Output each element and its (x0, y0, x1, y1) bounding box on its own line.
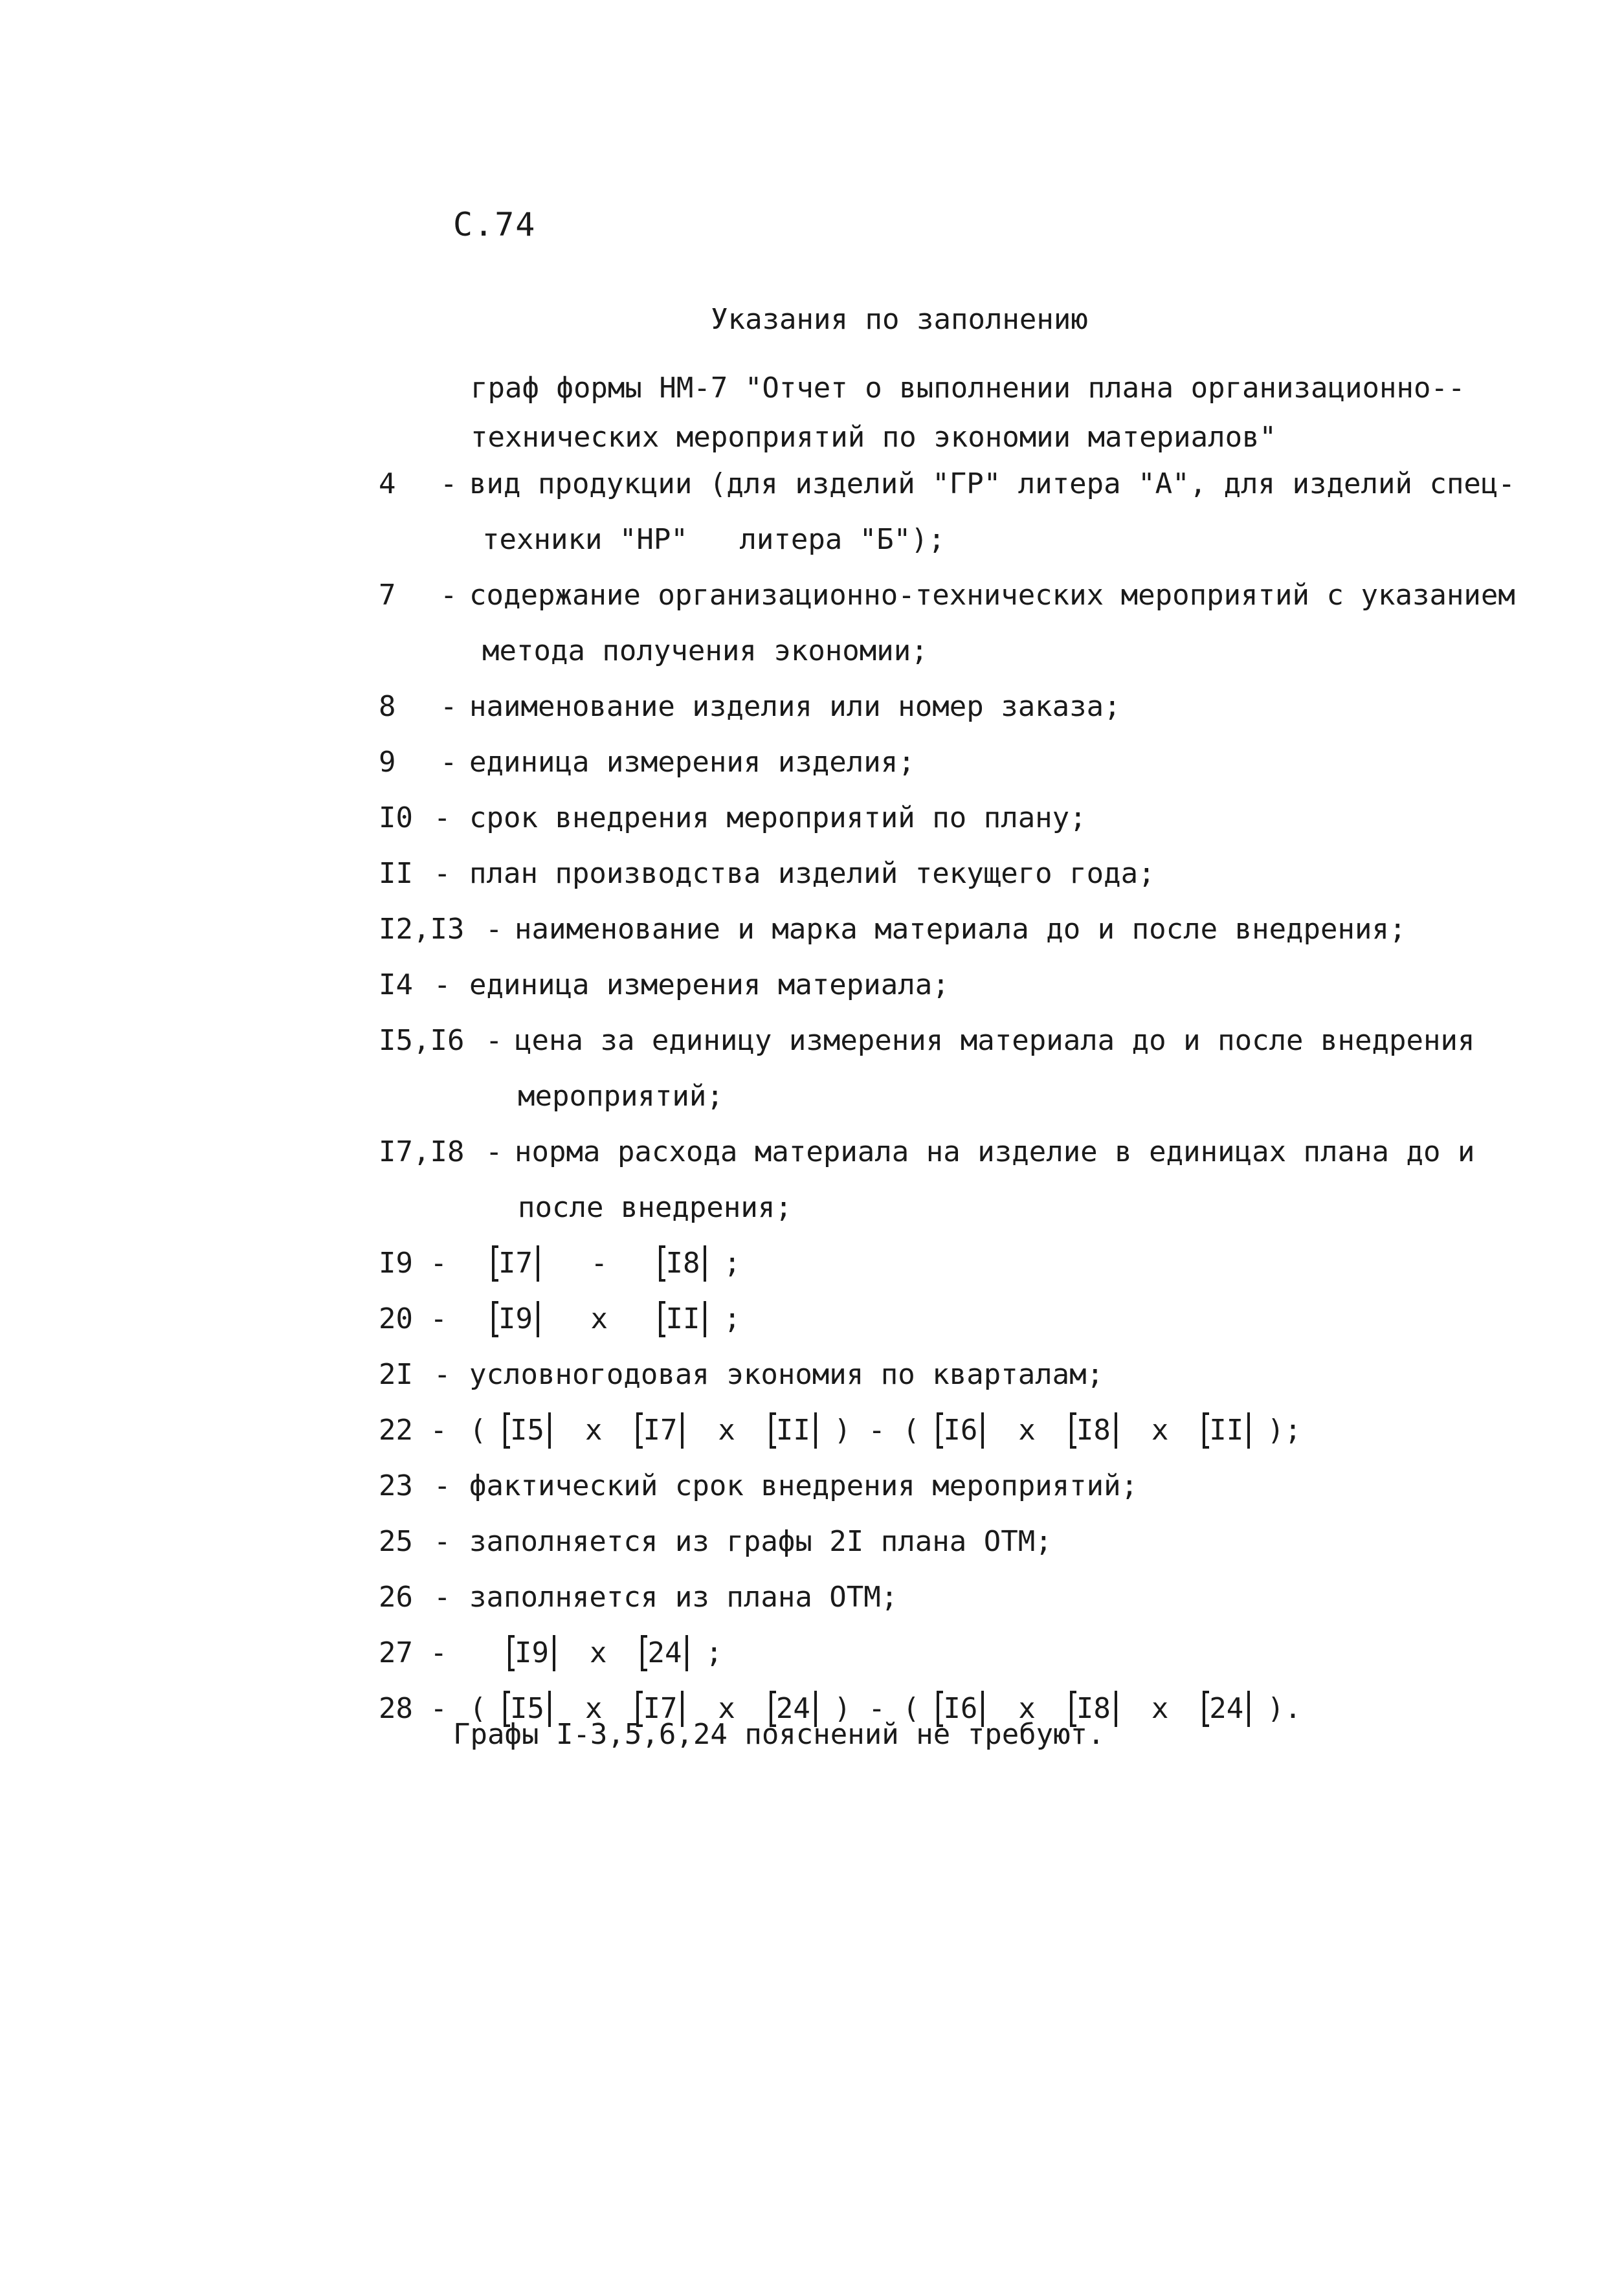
item-text: вид продукции (для изделий "ГР" литера "А", для изделий спец- (469, 467, 1515, 500)
item-number: 23 (379, 1469, 413, 1502)
operator: - (868, 1692, 885, 1725)
item-number: I0 (379, 801, 413, 834)
list-item (379, 1570, 1583, 1625)
item-sep: - (434, 1469, 451, 1502)
item-text: наименование изделия или номер заказа; (469, 690, 1121, 723)
list-item (379, 1347, 1583, 1403)
item-text: условногодовая экономия по кварталам; (469, 1358, 1104, 1391)
item-text: после внедрения; (518, 1191, 792, 1224)
item-text: план производства изделий текущего года; (469, 857, 1155, 890)
column-ref: I6 (937, 1691, 984, 1727)
terminator: ; (723, 1247, 741, 1280)
column-ref: I6 (937, 1412, 984, 1449)
paren: ( (469, 1414, 487, 1447)
column-ref: II (659, 1301, 706, 1337)
column-ref: I5 (504, 1691, 551, 1727)
item-number: 7 (379, 579, 396, 612)
item-text: наименование и марка материала до и после внедрения; (515, 913, 1407, 946)
item-sep: - (485, 1024, 503, 1057)
paren: ( (902, 1414, 920, 1447)
paren: ) (834, 1692, 851, 1725)
operator: x (584, 1414, 603, 1447)
list-item-continuation (379, 623, 1583, 679)
operator: x (1018, 1692, 1036, 1725)
item-number: 28 - (379, 1692, 447, 1725)
item-number: I5,I6 (379, 1024, 465, 1057)
list-item-continuation (379, 1069, 1583, 1124)
item-number: 4 (379, 467, 396, 500)
column-ref: I8 (1070, 1412, 1117, 1449)
operator: x (718, 1692, 735, 1725)
subtitle-line: технических мероприятий по экономии материалов" (471, 421, 1277, 454)
item-number: I7,I8 (379, 1135, 465, 1168)
subtitle-line: граф формы НМ-7 "Отчет о выполнении плана организационно-- (471, 372, 1465, 405)
item-text: единица измерения изделия; (469, 746, 915, 779)
operator: - (590, 1247, 608, 1280)
list-item (379, 1124, 1583, 1180)
item-sep: - (440, 579, 458, 612)
page-title: Указания по заполнению (711, 303, 1088, 336)
formula-row (379, 1403, 1583, 1458)
formula-row (379, 1236, 1583, 1291)
operator: x (1151, 1692, 1169, 1725)
formula (492, 1291, 740, 1347)
column-ref: 24 (641, 1635, 688, 1671)
operator: x (590, 1302, 608, 1335)
list-item (379, 1013, 1583, 1069)
column-ref: I7 (492, 1245, 539, 1282)
operator: x (1018, 1414, 1036, 1447)
item-sep: - (440, 746, 458, 779)
column-ref: I8 (1070, 1691, 1117, 1727)
footer-note: Графы I-3,5,6,24 пояснений не требуют. (453, 1718, 1105, 1751)
item-text: единица измерения материала; (469, 968, 950, 1001)
item-sep: - (440, 467, 458, 500)
item-sep: - (434, 801, 451, 834)
subtitle (471, 364, 1465, 462)
item-text: заполняется из графы 2I плана ОТМ; (469, 1525, 1052, 1558)
column-ref: I9 (492, 1301, 539, 1337)
operator: - (868, 1414, 885, 1447)
paren: ); (1267, 1414, 1302, 1447)
item-number: I4 (379, 968, 413, 1001)
column-ref: I9 (508, 1635, 555, 1671)
item-sep: - (434, 1581, 451, 1614)
item-text: фактический срок внедрения мероприятий; (469, 1469, 1139, 1502)
terminator: ; (705, 1636, 723, 1669)
list-item (379, 790, 1583, 846)
item-sep: - (440, 690, 458, 723)
column-ref: 24 (770, 1691, 817, 1727)
paren: ) (834, 1414, 851, 1447)
paren: ( (902, 1692, 920, 1725)
item-number: 25 (379, 1525, 413, 1558)
page-number: С.74 (453, 206, 537, 243)
item-number: II (379, 857, 413, 890)
item-text: норма расхода материала на изделие в единицах плана до и (515, 1135, 1475, 1168)
item-sep: - (434, 857, 451, 890)
item-text: содержание организационно-технических мероприятий с указанием (469, 579, 1515, 612)
item-number: 20 - (379, 1302, 447, 1335)
item-sep: - (434, 1525, 451, 1558)
item-sep: - (485, 1135, 503, 1168)
item-number: 8 (379, 690, 396, 723)
item-text: заполняется из плана ОТМ; (469, 1581, 898, 1614)
column-ref: II (770, 1412, 817, 1449)
column-ref: 24 (1203, 1691, 1250, 1727)
instructions-list (379, 456, 1583, 1737)
list-item (379, 1458, 1583, 1514)
item-number: I2,I3 (379, 913, 465, 946)
column-ref: II (1203, 1412, 1250, 1449)
item-number: I9 - (379, 1247, 447, 1280)
list-item-continuation (379, 512, 1583, 568)
paren: ). (1267, 1692, 1302, 1725)
operator: x (584, 1692, 603, 1725)
formula (469, 1403, 1302, 1458)
column-ref: I8 (659, 1245, 706, 1282)
list-item (379, 846, 1583, 902)
paren: ( (469, 1692, 487, 1725)
item-number: 26 (379, 1581, 413, 1614)
list-item (379, 735, 1583, 790)
item-number: 9 (379, 746, 396, 779)
item-number: 2I (379, 1358, 413, 1391)
formula-row (379, 1625, 1583, 1681)
list-item (379, 568, 1583, 623)
list-item (379, 1514, 1583, 1570)
list-item (379, 679, 1583, 735)
formula-row (379, 1291, 1583, 1347)
formula (508, 1625, 722, 1681)
item-sep: - (434, 1358, 451, 1391)
list-item (379, 456, 1583, 512)
item-number: 27 - (379, 1636, 447, 1669)
column-ref: I7 (636, 1412, 684, 1449)
operator: x (1151, 1414, 1169, 1447)
formula (492, 1236, 740, 1291)
item-text: техники "НР" литера "Б"); (482, 523, 946, 556)
list-item (379, 957, 1583, 1013)
operator: x (589, 1636, 607, 1669)
item-text: срок внедрения мероприятий по плану; (469, 801, 1087, 834)
column-ref: I5 (504, 1412, 551, 1449)
item-text: метода получения экономии; (482, 634, 928, 667)
terminator: ; (723, 1302, 741, 1335)
item-sep: - (434, 968, 451, 1001)
item-text: цена за единицу измерения материала до и после внедрения (515, 1024, 1475, 1057)
operator: x (718, 1414, 735, 1447)
list-item (379, 902, 1583, 957)
column-ref: I7 (636, 1691, 684, 1727)
list-item-continuation (379, 1180, 1583, 1236)
item-sep: - (485, 913, 503, 946)
item-number: 22 - (379, 1414, 447, 1447)
item-text: мероприятий; (518, 1080, 724, 1113)
